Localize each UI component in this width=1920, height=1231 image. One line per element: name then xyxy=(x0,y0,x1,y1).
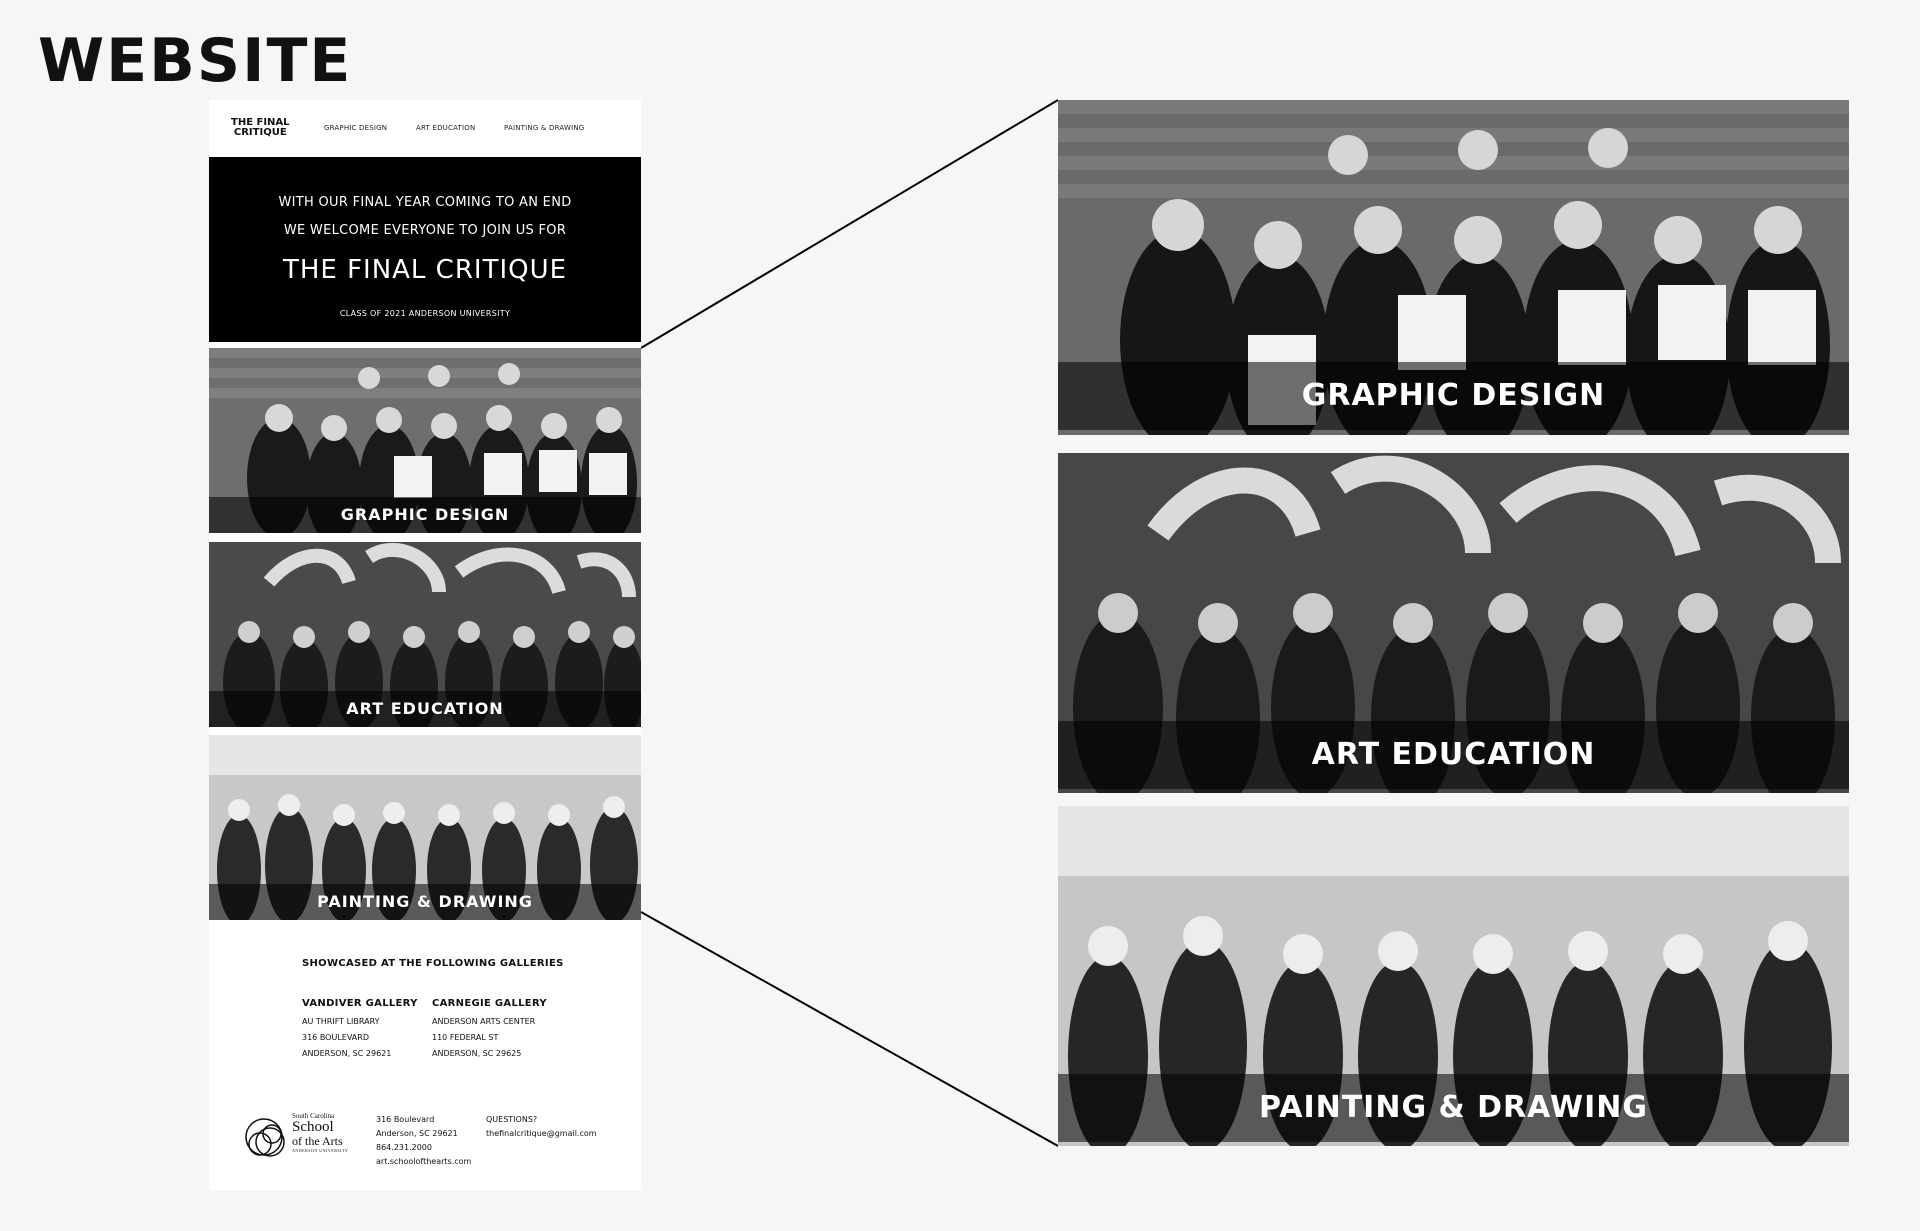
section-label-art-education: ART EDUCATION xyxy=(209,691,641,727)
footer-contact xyxy=(486,1113,597,1141)
circles-logo-icon xyxy=(242,1112,292,1167)
hero-subtitle: CLASS OF 2021 ANDERSON UNIVERSITY xyxy=(339,309,511,318)
footer-address-line: 316 Boulevard xyxy=(376,1115,435,1124)
gallery-address-line: 110 FEDERAL ST xyxy=(432,1033,499,1042)
hero-title: THE FINAL CRITIQUE xyxy=(282,255,568,285)
footer-address-line: Anderson, SC 29621 xyxy=(376,1129,458,1138)
zoom-label-painting-drawing: PAINTING & DRAWING xyxy=(1058,1074,1849,1142)
zoom-card-art-education xyxy=(1058,453,1849,793)
hero-line-2: WE WELCOME EVERYONE TO JOIN US FOR xyxy=(283,223,567,238)
section-label-painting-drawing: PAINTING & DRAWING xyxy=(209,884,641,920)
section-card-painting-drawing[interactable] xyxy=(209,735,641,920)
hero-banner xyxy=(209,157,641,342)
footer-phone[interactable]: 864.231.2000 xyxy=(376,1143,432,1152)
school-logo[interactable] xyxy=(242,1112,362,1167)
site-logo-line-2: CRITIQUE xyxy=(233,127,287,138)
gallery-address-line: ANDERSON, SC 29625 xyxy=(432,1049,522,1058)
footer-website-link[interactable]: art.schoolofthearts.com xyxy=(376,1157,472,1166)
section-label-graphic-design: GRAPHIC DESIGN xyxy=(209,497,641,533)
hero-line-1: WITH OUR FINAL YEAR COMING TO AN END xyxy=(278,195,572,210)
site-navbar xyxy=(209,100,641,155)
school-logo-line-4: ANDERSON UNIVERSITY xyxy=(292,1148,349,1153)
section-card-art-education[interactable] xyxy=(209,542,641,727)
footer-email-link[interactable]: thefinalcritique@gmail.com xyxy=(486,1129,597,1138)
nav-link-painting-drawing[interactable]: PAINTING & DRAWING xyxy=(504,124,585,132)
page-heading: WEBSITE xyxy=(38,26,353,96)
galleries-section xyxy=(302,958,602,1058)
gallery-address-line: ANDERSON, SC 29621 xyxy=(302,1049,392,1058)
zoom-label-graphic-design: GRAPHIC DESIGN xyxy=(1058,362,1849,430)
site-logo-line-1: THE FINAL xyxy=(231,117,290,128)
section-card-graphic-design[interactable] xyxy=(209,348,641,533)
gallery-address-line: 316 BOULEVARD xyxy=(302,1033,369,1042)
nav-link-art-education[interactable]: ART EDUCATION xyxy=(416,124,476,132)
galleries-heading: SHOWCASED AT THE FOLLOWING GALLERIES xyxy=(302,958,564,969)
site-footer xyxy=(209,1105,641,1175)
gallery-carnegie xyxy=(432,998,572,1062)
website-mockup xyxy=(209,100,641,1190)
school-logo-line-3: of the Arts xyxy=(292,1134,343,1148)
site-logo[interactable] xyxy=(231,118,290,138)
gallery-name: VANDIVER GALLERY xyxy=(302,998,418,1009)
gallery-address-line: ANDERSON ARTS CENTER xyxy=(432,1017,536,1026)
zoom-card-painting-drawing xyxy=(1058,806,1849,1146)
gallery-vandiver xyxy=(302,998,442,1062)
zoom-card-graphic-design xyxy=(1058,100,1849,435)
zoom-label-art-education: ART EDUCATION xyxy=(1058,721,1849,789)
school-logo-line-2: School xyxy=(292,1119,334,1135)
gallery-name: CARNEGIE GALLERY xyxy=(432,998,547,1009)
gallery-address-line: AU THRIFT LIBRARY xyxy=(302,1017,380,1026)
footer-address xyxy=(376,1113,471,1169)
school-logo-line-1: South Carolina xyxy=(292,1112,335,1120)
footer-questions-label: QUESTIONS? xyxy=(486,1115,538,1124)
nav-link-graphic-design[interactable]: GRAPHIC DESIGN xyxy=(324,124,388,132)
